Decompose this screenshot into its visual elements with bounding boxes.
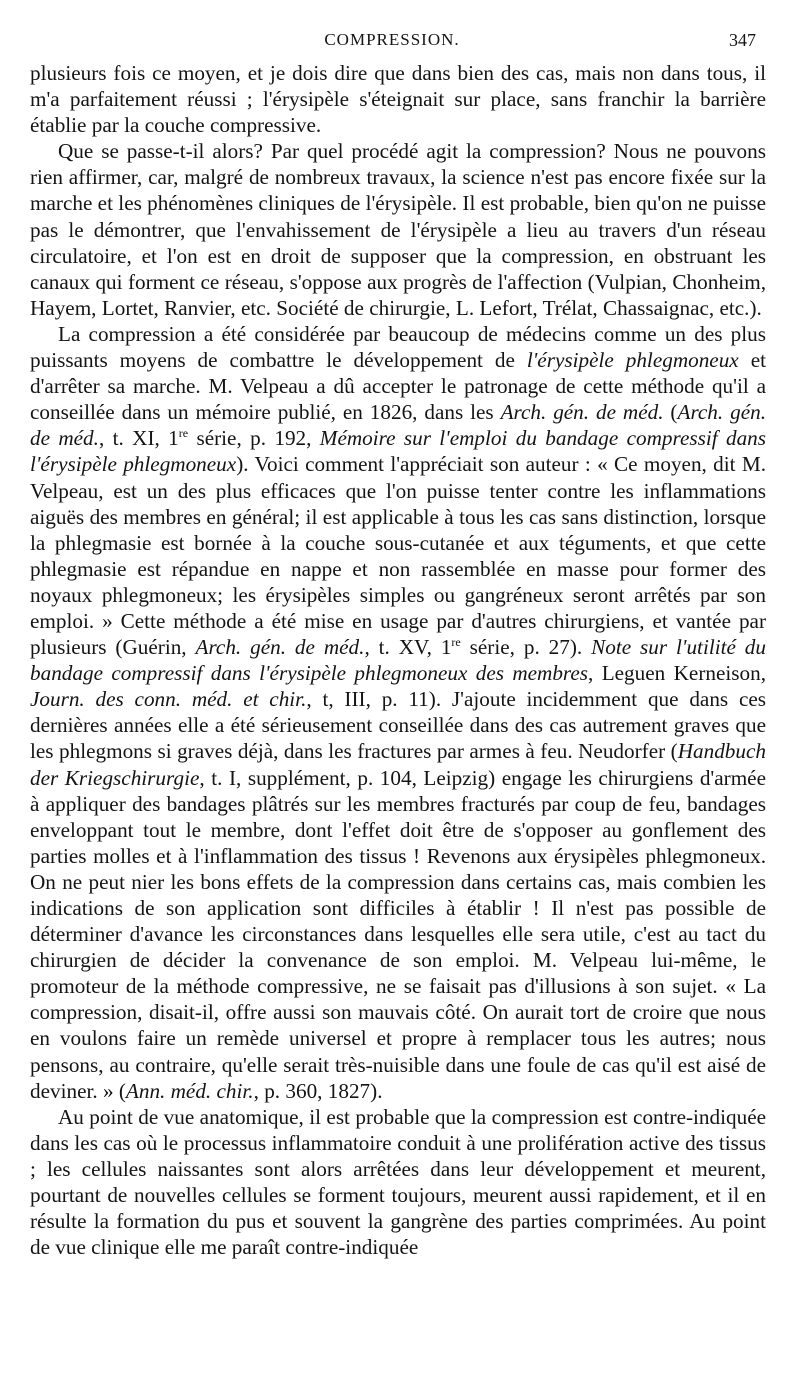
paragraph	[30, 138, 766, 321]
page-number: 347	[729, 30, 756, 50]
text-run: , Leguen Kerneison,	[588, 661, 766, 686]
italic-text: Journ. des conn. méd. et chir.	[30, 687, 307, 712]
text-run: plusieurs fois ce moyen, et je dois dire que dans bien des cas, mais non dans tous, il m'a parfaitement réussi ; l'érysipèle s'éteignait sur place, sans franchir la barrière établie par la couche compressive.	[30, 61, 766, 138]
paragraph	[30, 60, 766, 138]
paragraph	[30, 321, 766, 1104]
paragraph	[30, 1104, 766, 1261]
text-run: , t. XI, 1	[98, 426, 179, 451]
running-head	[28, 30, 756, 56]
text-run: (	[663, 400, 678, 425]
italic-text: Handbuch der Kriegschirurgie	[30, 739, 766, 790]
text-run: Au point de vue anatomique, il est probable que la compression est contre-indiquée dans les cas où le processus inflammatoire conduit à une prolifération active des tissus ; les cellules naissantes sont alors arrêtées dans leur développement et meurent, pourtant de nouvelles cellules se forment toujours, meurent aussi rapidement, et il en résulte la formation du pus et souvent la gangrène des parties comprimées. Au point de vue clinique elle me paraît contre-indiquée	[30, 1104, 766, 1260]
italic-text: Note sur l'utilité du bandage compressif dans l'érysipèle phlegmoneux des membres	[30, 635, 766, 686]
text-run: , t. I, supplément, p. 104, Leipzig) engage les chirurgiens d'armée à appliquer des bandages plâtrés sur les membres fracturés par coup de feu, bandages enveloppant tout le membre, dont l'effet doit être de s'opposer au gonflement des parties molles et à l'inflammation des tissus ! Revenons aux érysipèles phlegmoneux. On ne peut nier les bons effets de la compression dans certains cas, mais combien les indications de son application sont difficiles à établir ! Il n'est pas possible de déterminer d'avance les circonstances dans lesquelles elle sera utile, c'est au tact du chirurgien de décider la convenance de son emploi. M. Velpeau lui-même, le promoteur de la méthode compressive, ne se faisait pas d'illusions à son sujet. « La compression, disait-il, offre aussi son mauvais côté. On aurait tort de croire que nous en voulons faire un remède universel et propre à remplacer tous les autres; nous pensons, au contraire, qu'elle serait très-nuisible dans une foule de cas qu'il est aisé de deviner. » (	[30, 765, 766, 1103]
italic-text: Mémoire sur l'emploi du bandage compressif dans l'érysipèle phlegmoneux	[30, 426, 767, 477]
italic-text: Arch. gén. de méd.	[30, 400, 766, 451]
italic-text: Arch. gén. de méd.	[195, 635, 365, 660]
superscript: re	[451, 635, 461, 649]
text-run: série, p. 27).	[460, 635, 592, 660]
text-run: , t. XV, 1	[364, 635, 452, 660]
text-run: , p. 360, 1827).	[253, 1078, 383, 1103]
superscript: re	[178, 426, 189, 441]
body-text	[30, 60, 766, 1260]
italic-text: Ann. méd. chir.	[125, 1078, 254, 1103]
text-run: , t, III, p. 11). J'ajoute incidemment que dans ces dernières années elle a été sérieusement conseillée dans des cas autrement graves que les phlegmons si graves déjà, dans les fractures par armes à feu. Neudorfer (	[30, 687, 767, 764]
text-run: série, p. 192,	[188, 426, 320, 451]
italic-text: Arch. gén. de méd.	[500, 400, 664, 425]
text-run: Que se passe-t-il alors? Par quel procédé agit la compression? Nous ne pouvons rien affirmer, car, malgré de nombreux travaux, la science n'est pas encore fixée sur la marche et les phénomènes cliniques de l'érysipèle. Il est probable, bien qu'on ne puisse pas le démontrer, que l'envahissement de l'érysipèle a lieu au travers d'un réseau circulatoire, et l'on est en droit de supposer que la compression, en obstruant les canaux qui forment ce réseau, s'oppose aux progrès de l'affection (Vulpian, Chonheim, Hayem, Lortet, Ranvier, etc. Société de chirurgie, L. Lefort, Trélat, Chassaignac, etc.).	[30, 139, 766, 320]
text-run: La compression a été considérée par beaucoup de médecins comme un des plus puissants moyens de combattre le développement de	[30, 321, 766, 373]
running-title: COMPRESSION.	[324, 30, 460, 49]
text-run: ). Voici comment l'appréciait son auteur : « Ce moyen, dit M. Velpeau, est un des plus efficaces que l'on puisse tenter contre les inflammations aiguës des membres en général; il est applicable à tous les cas sans distinction, lorsque la phlegmasie est bornée à la couche sous-cutanée et aux téguments, et que cette phlegmasie est répandue en nappe et non rassemblée en masse pour former des noyaux phlegmoneux; les érysipèles simples ou gangréneux seront arrêtés par son emploi. » Cette méthode a été mise en usage par d'autres chirurgiens, et vantée par plusieurs (Guérin,	[30, 452, 766, 660]
italic-text: l'érysipèle phlegmoneux	[526, 348, 739, 373]
text-run: et d'arrêter sa marche. M. Velpeau a dû accepter le patronage de cette méthode qu'il a conseillée dans un mémoire publié, en 1826, dans les	[30, 348, 766, 425]
